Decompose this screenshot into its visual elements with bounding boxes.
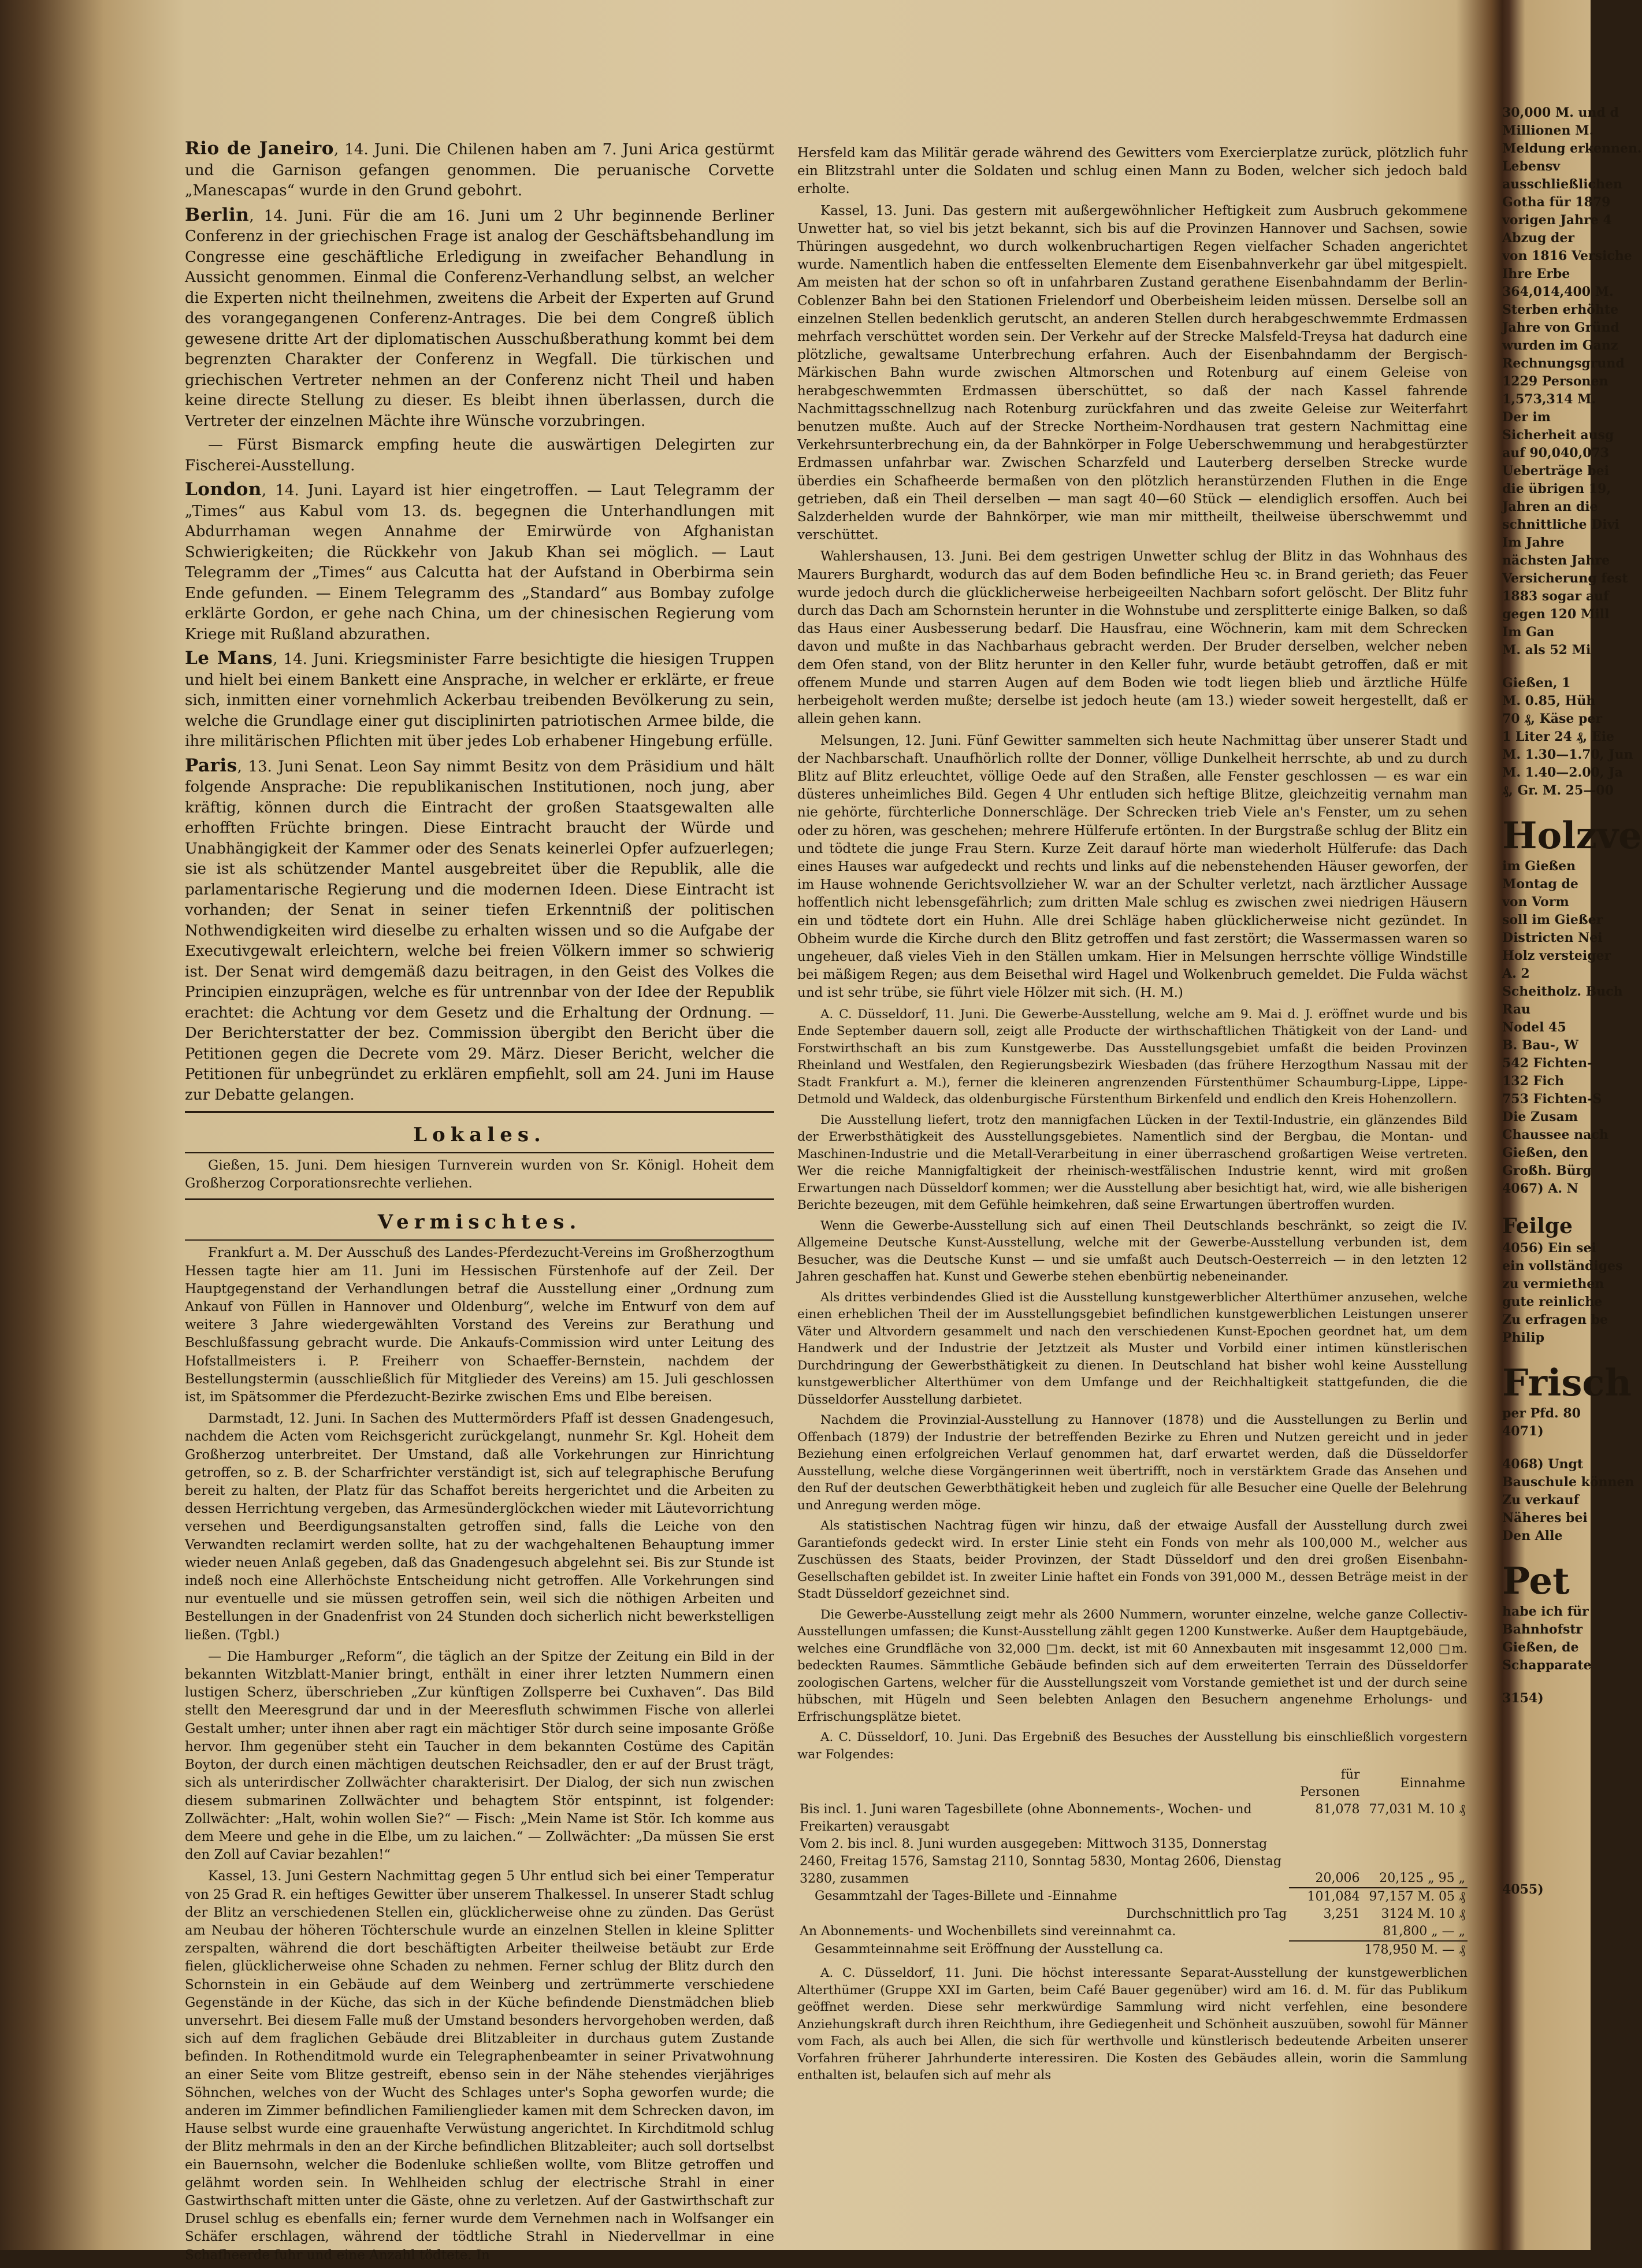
article-london	[185, 480, 774, 645]
ad-frisch	[1502, 1405, 1591, 1441]
next-page-line: ausschließlichen	[1502, 177, 1622, 192]
row-income: 97,157 M. 05 ₰	[1362, 1888, 1468, 1906]
next-page-line: ein vollständiges	[1502, 1259, 1623, 1274]
ad-number: 4055)	[1502, 1882, 1544, 1897]
next-page-line: Sterben erhöhte	[1502, 302, 1619, 317]
next-page-line: Holz versteiger	[1502, 948, 1611, 963]
article-giessen-turnverein: Gießen, 15. Juni. Dem hiesigen Turnverein wurden von Sr. Königl. Hoheit dem Großherzog Corporationsrechte verliehen.	[185, 1158, 774, 1191]
row-persons: 20,006	[1315, 1871, 1360, 1886]
next-page-line: M. 1.40—2.00, Ja	[1502, 765, 1623, 780]
next-page-line: M. 0.85, Hüh	[1502, 693, 1596, 708]
section-divider	[185, 1239, 774, 1241]
article-duesseldorf-para6: Als statistischen Nachtrag fügen wir hinzu, daß der etwaige Ausfall der Ausstellung durch zwei Garantiefonds gedeckt wird. In erster Linie steht ein Fonds von mehr als 100,000 M., welcher aus Zuschüssen des Staats, beider Provinzen, der Stadt Düsseldorf und den drei großen Eisenbahn-Gesellschaften gebildet ist. In zweiter Linie haftet ein Fonds von 391,000 M., dessen Beträge meist in der Stadt Düsseldorf gezeichnet sind.	[797, 1519, 1468, 1602]
row-persons: 81,078	[1315, 1802, 1360, 1817]
next-page-line: M. als 52 Mi	[1502, 643, 1591, 658]
next-page-line: Jahre von Gründ	[1502, 320, 1619, 335]
table-row	[797, 1888, 1468, 1906]
next-page-line: Scheitholz. Buch	[1502, 984, 1623, 999]
article-duesseldorf-para2: Die Ausstellung liefert, trotz den mannigfachen Lücken in der Textil-Industrie, ein glänzendes Bild der Erwerbsthätigkeit des Ausstellungsgebietes. Namentlich sind der Bergbau, die Montan- und Maschinen-Industrie und die Metall-Verarbeitung in einer überraschend großartigen Weise vertreten. Wer die reiche Mannigfaltigkeit der rheinisch-westfälischen Industrie kennt, wird mit großen Erwartungen nach Düsseldorf kommen; wer die Ausstellung aber besichtigt hat, wird, wie alle bisherigen Berichte bezeugen, mit dem Gefühle heimkehren, daß seine Erwartungen übertroffen wurden.	[797, 1112, 1468, 1213]
ad-feilgebot-heading: Feilge	[1502, 1214, 1573, 1238]
next-page-line: per Pfd. 80	[1502, 1406, 1581, 1421]
article-wahlershausen: Wahlershausen, 13. Juni. Bei dem gestrigen Unwetter schlug der Blitz in das Wohnhaus des Maurers Burghardt, wodurch das auf dem Boden befindliche Heu ꝛc. in Brand gerieth; das Feuer wurde jedoch durch die glücklicherweise herbeigeeilten Nachbarn sofort gelöscht. Der Blitz fuhr durch das Dach am Schornstein herunter in die Wohnstube und zersplitterte einige Balken, so daß das Haus einer Ausbesserung bedarf. Die Hausfrau, eine Wöchnerin, kam mit dem Schrecken davon und mußte in das Nachbarhaus gebracht werden. Der Bruder derselben, welcher neben dem Ofen stand, von der Blitz herunter in den Keller fuhr, wurde betäubt getroffen, daß er mit offenem Munde und starren Augen auf dem Boden wie todt liegen blieb und ärztliche Hülfe herbeigeholt werden mußte; derselbe ist jedoch heute (am 13.) wieder soweit hergestellt, daß er allein gehen kann.	[797, 549, 1468, 727]
next-page-line: 4068) Ungt	[1502, 1457, 1584, 1472]
next-page-line: Der im	[1502, 410, 1551, 425]
table-row	[797, 1836, 1468, 1888]
next-page-line: 1229 Personen	[1502, 374, 1608, 389]
next-page-line: Gießen, den	[1502, 1145, 1588, 1160]
article-kassel-unwetter: Kassel, 13. Juni. Das gestern mit außergewöhnlicher Heftigkeit zum Ausbruch gekommene Unwetter hat, so viel bis jetzt bekannt, sich bis auf die Provinzen Hannover und Sachsen, sowie Thüringen ausgedehnt, wo durch wolkenbruchartigen Regen vielfacher Schaden angerichtet wurde. Namentlich haben die entfesselten Elemente dem Eisenbahnverkehr gar übel mitgespielt. Am meisten hat der schon so oft in unfahrbaren Zustand gerathene Eisenbahndamm der Berlin-Coblenzer Bahn bei den Stationen Frielendorf und Oberbeisheim leiden müssen. Derselbe soll an einzelnen Stellen bedenklich gerutscht, an anderen Stellen durch herabgeschwemmte Erdmassen mehrfach verschüttet worden sein. Der Verkehr auf der Strecke Malsfeld-Treysa hat dadurch eine plötzliche, gewaltsame Unterbrechung erfahren. Auch der Eisenbahndamm der Bergisch-Märkischen Bahn wurde zwischen Altmorschen und Rotenburg auf einem Geleise von herabgeschwemmten Erdmassen überschüttet, so daß der nach Kassel fahrende Nachmittagsschnellzug nach Rotenburg zurückfahren und das zweite Geleise zur Weiterfahrt benutzen mußte. Auch auf der Strecke Northeim-Nordhausen trat gestern Nachmittag eine Verkehrsunterbrechung ein, da der Bahnkörper in Folge Ueberschwemmung und herabgestürzter Erdmassen unfahrbar war. Zwischen Scharzfeld und Lauterberg derselben Strecke wurde überdies ein Schafheerde bermaßen von den plötzlich heranstürzenden Fluthen in die Enge getrieben, daß ein Theil derselben — man sagt 40—60 Stück — elendiglich ersoffen. Auch bei Salzderhelden wurde der Bahnkörper, wie man mir mittheilt, theilweise überschwemmt und verschüttet.	[797, 203, 1468, 543]
next-page-line: Großh. Bürg	[1502, 1163, 1592, 1178]
next-page-line: zu vermiethen	[1502, 1276, 1604, 1291]
article-hamburg-reform: — Die Hamburger „Reform“, die täglich an der Spitze der Zeitung ein Bild in der bekannten Witzblatt-Manier bringt, enthält in einer ihrer letzten Nummern einen lustigen Scherz, überschrieben „Zur künftigen Zollsperre bei Cuxhaven“. Das Bild stellt den Meeresgrund dar und in der Meeresfluth schwimmen Fische von allerlei Gestalt umher; unter ihnen aber ragt ein mächtiger Stör durch seine imposante Größe hervor. Ihm gegenüber steht ein Taucher in dem bekannten Costüme des Capitän Boyton, der durch einen mächtigen deutschen Reichsadler, den er auf der Brust trägt, sich als unterirdischer Zollwächter charakterisirt. Der Dialog, der sich nun zwischen diesem submarinen Zollwächter und behagtem Stör entspinnt, ist folgender: Zollwächter: „Halt, wohin wollen Sie?“ — Fisch: „Mein Name ist Stör. Ich komme aus dem Meere und gehe in die Elbe, um zu laichen.“ — Zollwächter: „Da müssen Sie erst den Zoll auf Caviar bezahlen!“	[185, 1649, 774, 1863]
next-page-line: Rau	[1502, 1002, 1531, 1017]
ad-holzversteigerung	[1502, 858, 1623, 1198]
right-column	[797, 144, 1468, 2088]
next-page-line: Millionen M.	[1502, 123, 1594, 138]
dateline-rio: Rio de Janeiro	[185, 138, 334, 159]
next-page-line: 542 Fichten-	[1502, 1056, 1593, 1071]
article-hersfeld: Hersfeld kam das Militär gerade während des Gewitters vom Exercierplatze zurück, plötzlich fuhr ein Blitzstrahl unter die Soldaten und schlug einen Mann zu Boden, welcher sich jedoch bald erholte.	[797, 146, 1468, 197]
row-label: Gesammtzahl der Tages-Billete und -Einnahme	[815, 1889, 1117, 1904]
next-page-line: Näheres bei	[1502, 1510, 1588, 1525]
next-page-line: Districten Nei	[1502, 930, 1603, 945]
next-page-line: Den Alle	[1502, 1528, 1563, 1543]
next-page-line: Schapparate	[1502, 1658, 1592, 1673]
next-page-line: Im Gan	[1502, 625, 1555, 640]
next-page-line: 1,573,314 M.	[1502, 392, 1596, 407]
row-income: 178,950 M. — ₰	[1362, 1941, 1468, 1959]
next-page-line: Gießen, de	[1502, 1640, 1579, 1655]
next-page-line: Chaussee nach	[1502, 1127, 1608, 1142]
dateline-lemans: Le Mans	[185, 648, 273, 669]
dateline-berlin: Berlin	[185, 204, 250, 225]
row-persons: 3,251	[1323, 1907, 1360, 1922]
attendance-table-header	[797, 1766, 1468, 1801]
next-page-line: Abzug der	[1502, 231, 1574, 246]
next-page-line: im Gießen	[1502, 859, 1576, 874]
row-persons: 101,084	[1289, 1888, 1362, 1906]
next-page-line: Zu erfragen be	[1502, 1312, 1608, 1327]
article-duesseldorf-para4: Als drittes verbindendes Glied ist die Ausstellung kunstgewerblicher Alterthümer anzusehen, welche einen erheblichen Theil der im Ausstellungsgebiet befindlichen kunstgewerblichen Leistungen unserer Väter und Altvordern gesammelt und nach den verschiedenen Kunst-Epochen geordnet hat, um dem Handwerk und der Industrie der Jetztzeit als Muster und Vorbild einer intimen künstlerischen Durchdringung der Gewerbsthätigkeit zu dienen. In Deutschland hat bisher wohl keine Ausstellung kunstgewerblicher Alterthümer von dem Umfange und der Reichhaltigkeit stattgefunden, die die Düsseldorfer Ausstellung darbietet.	[797, 1290, 1468, 1407]
next-page-line: gegen 120 Mill	[1502, 607, 1610, 622]
row-income: 3124 M. 10 ₰	[1381, 1907, 1465, 1922]
row-income: 81,800 „ — „	[1383, 1924, 1465, 1939]
ad-pet	[1502, 1603, 1591, 1675]
next-page-line: Montag de	[1502, 877, 1578, 892]
next-page-line: nächsten Jahre	[1502, 553, 1610, 568]
row-income: 77,031 M. 10 ₰	[1369, 1802, 1465, 1817]
row-label: Bis incl. 1. Juni waren Tagesbillete (ohne Abonnements-, Wochen- und Freikarten) verausgabt	[800, 1802, 1252, 1835]
next-page-line: M. 1.30—1.70, Jun	[1502, 747, 1633, 762]
article-duesseldorf-para7: Die Gewerbe-Ausstellung zeigt mehr als 2600 Nummern, worunter einzelne, welche ganze Collectiv-Ausstellungen umfassen; die Kunst-Ausstellung zählt gegen 1200 Kunstwerke. Außer dem Hauptgebäude, welches eine Grundfläche von 32,000 □m. deckt, ist mit 60 Annexbauten mit insgesammt 12,000 □m. bedeckten Raumes. Sämmtliche Gebäude befinden sich auf dem erweiterten Terrain des Düsseldorfer zoologischen Gartens, welcher für die Ausstellungszeit vom Vorstande gemiethet ist und der durch seine hübschen, mit Hügeln und Seen belebten Anlagen den Besuchern angenehme Erholungs- und Erfrischungsplätze bietet.	[797, 1607, 1468, 1724]
section-divider	[185, 1152, 774, 1153]
next-page-line: habe ich für	[1502, 1604, 1589, 1619]
article-berlin-addendum: — Fürst Bismarck empfing heute die auswärtigen Delegirten zur Fischerei-Ausstellung.	[185, 436, 774, 474]
next-page-market-report	[1502, 674, 1633, 800]
article-duesseldorf-para3: Wenn die Gewerbe-Ausstellung sich auf einen Theil Deutschlands beschränkt, so zeigt die IV. Allgemeine Deutsche Kunst-Ausstellung, welche mit der Gewerbe-Ausstellung verbunden ist, dem Besucher, was die Deutsche Kunst — und sie umfaßt auch Deutsch-Oesterreich — in den letzten 12 Jahren geschaffen hat. Kunst und Gewerbe stehen ebenbürtig nebeneinander.	[797, 1218, 1468, 1285]
article-london-text: , 14. Juni. Layard ist hier eingetroffen. — Laut Telegramm der „Times“ aus Kabul vom 13. ds. begegnen die Unterhandlungen mit Abdurrhaman wegen Annahme der Emirwürde von Afghanistan Schwierigkeiten; die Rückkehr von Jakub Khan sei möglich. — Laut Telegramm der „Times“ aus Calcutta hat der Aufstand in Oberbirma sein Ende gefunden. — Einem Telegramm des „Standard“ aus Bombay zufolge erklärte Gordon, er gehe nach China, um der chinesischen Regierung vom Kriege mit Rußland abzurathen.	[185, 482, 774, 643]
left-column	[185, 139, 774, 2268]
next-page-line: A. 2	[1502, 966, 1530, 981]
next-page-line: 4071)	[1502, 1424, 1544, 1439]
next-page-line: Bauschule können	[1502, 1475, 1634, 1490]
next-page-line: Gießen, 1	[1502, 675, 1571, 691]
next-page-line: ₰, Gr. M. 25—00	[1502, 783, 1614, 798]
next-page-line: 4067) A. N	[1502, 1181, 1578, 1196]
next-page-text-lines	[1502, 104, 1642, 659]
row-persons	[1289, 1923, 1362, 1941]
next-page-line: Jahren an die	[1502, 499, 1598, 514]
next-page-line: Im Jahre	[1502, 535, 1565, 550]
ad-small	[1502, 1456, 1634, 1545]
row-label: Gesammteinnahme seit Eröffnung der Ausstellung ca.	[815, 1942, 1164, 1957]
next-page-line: Bahnhofstr	[1502, 1622, 1583, 1637]
next-page-line: Die Zusam	[1502, 1109, 1578, 1124]
dateline-london: London	[185, 479, 262, 500]
row-label: Vom 2. bis incl. 8. Juni wurden ausgegeben: Mittwoch 3135, Donnerstag 2460, Freitag 1576, Samstag 2110, Sonntag 5830, Montag 2606, Dienstag 3280, zusammen	[800, 1837, 1281, 1887]
table-row	[797, 1801, 1468, 1836]
next-page-line: Versicherung fest	[1502, 571, 1628, 586]
article-kassel-gewitter: Kassel, 13. Juni Gestern Nachmittag gegen 5 Uhr entlud sich bei einer Temperatur von 25 Grad R. ein heftiges Gewitter über unserem Thalkessel. In unserer Stadt schlug der Blitz an verschiedenen Stellen ein, glücklicherweise ohne zu zünden. Das Gerüst am Neubau der höheren Töchterschule wurde an einzelnen Stellen in kleine Splitter zerspalten, während die dort beschäftigten Arbeiter theilweise betäubt zur Erde fielen, glücklicherweise ohne Schaden zu nehmen. Ferner schlug der Blitz durch den Schornstein in ein Gebäude auf dem Weinberg und zertrümmerte verschiedene Gegenstände in der Küche, das sich in der Küche befindende Dienstmädchen blieb unversehrt. Bei diesem Falle muß der Umstand besonders hervorgehoben werden, daß sich auf dem fraglichen Gebäude drei Blitzableiter in durchaus gutem Zustande befinden. In Rothenditmold wurde ein Telegraphenbeamter in seiner Privatwohnung an einer Seite vom Blitze gestreift, ebenso sein in der Nähe stehendes vierjähriges Söhnchen, welches von der Wucht des Schlages unter's Sopha geworfen wurde; die anderen im Zimmer befindlichen Familienglieder kamen mit dem Schrecken davon, im Hause selbst wurde eine grauenhafte Verwüstung angerichtet. In Kirchditmold schlug der Blitz mehrmals in den an der Kirche befindlichen Blitzableiter; auch soll dortselbst ein Bauernsohn, welcher die Bodenluke schließen wollte, vom Blitze getroffen und gelähmt worden sein. In Wehlheiden schlug der electrische Strahl in einer Gastwirthschaft mitten unter die Gäste, ohne zu verletzen. Auf der Gastwirthschaft zur Drusel schlug es ebenfalls ein; ferner wurde dem Vernehmen nach in Wolfsanger ein Schäfer erschlagen, während der tödtliche Strahl in Niedervellmar in eine Schafheerde fuhr und eine Anzahl tödtete. In	[185, 1869, 774, 2263]
article-duesseldorf-alterthuemer: A. C. Düsseldorf, 11. Juni. Die höchst interessante Separat-Ausstellung der kunstgewerblichen Alterthümer (Gruppe XXI im Garten, beim Café Bauer gegenüber) wird am 16. d. M. für das Publikum geöffnet werden. Diese sehr merkwürdige Sammlung wird nicht verfehlen, eine besondere Anziehungskraft durch ihren Reichthum, ihre Gediegenheit und Schönheit auszuüben, sowohl für Männer vom Fach, als auch bei Allen, die sich für werthvolle und künstlerisch bedeutende Arbeiten unserer Vorfahren früherer Jahrhunderte interessiren. Die Kosten des Gebäudes allein, worin die Sammlung enthalten ist, belaufen sich auf mehr als	[797, 1966, 1468, 2083]
row-label: An Abonnements- und Wochenbillets sind vereinnahmt ca.	[800, 1924, 1176, 1939]
section-divider	[185, 1198, 774, 1200]
ad-number: 3154)	[1502, 1691, 1544, 1706]
ad-pet-heading: Pet	[1502, 1560, 1570, 1603]
next-page-line: Nodel 45	[1502, 1020, 1566, 1035]
next-page-line: von 1816 Versiche	[1502, 248, 1632, 263]
next-page-line: 70 ₰, Käse per	[1502, 711, 1602, 726]
next-page-line: Philip	[1502, 1330, 1544, 1345]
column-header-persons: für Personen	[1300, 1768, 1360, 1800]
next-page-line: Lebensv	[1502, 159, 1561, 174]
next-page-line: von Vorm	[1502, 894, 1569, 910]
next-page-line: Zu verkauf	[1502, 1493, 1580, 1508]
next-page-line: auf 90,040,073	[1502, 446, 1610, 461]
article-paris-text: , 13. Juni Senat. Leon Say nimmt Besitz von dem Präsidium und hält folgende Ansprache: Die republikanischen Institutionen, noch jung, aber kräftig, können durch die Eintracht der großen Staatsgewalten alle erhofften Früchte bringen. Diese Eintracht braucht der Würde und Unabhängigkeit der Kammer oder des Senats keinerlei Opfer aufzuerlegen; sie ist als schützender Mantel ausgebreitet über die Republik, alle die parlamentarische Regierung und die modernen Ideen. Diese Eintracht ist vorhanden; der Senat in seiner tiefen Erkenntniß der politischen Nothwendigkeiten wird dieselbe zu erhalten wissen und so die Aufgabe der Executivgewalt erleichtern, welche bei freien Völkern immer so schwierig ist. Der Senat wird demgemäß dazu beitragen, in den Geist des Volkes die Principien einzuprägen, welche es für untrennbar von der Idee der Republik erachtet: die Achtung vor dem Gesetz und die Erhaltung der Ordnung. — Der Berichterstatter der bez. Commission übergibt den Bericht über die Petitionen gegen die Decrete vom 29. März. Dieser Bericht, welcher die Petitionen für unbegründet zu erklären empfiehlt, soll am 24. Juni im Hause zur Debatte gelangen.	[185, 758, 774, 1104]
next-page-line: Gotha für 1879	[1502, 195, 1611, 210]
next-page-line: 364,014,400 M.	[1502, 284, 1614, 299]
next-page-line: B. Bau-, W	[1502, 1038, 1578, 1053]
next-page-line: Ueberträge bei	[1502, 463, 1609, 478]
article-lemans-text: , 14. Juni. Kriegsminister Farre besichtigte die hiesigen Truppen und hielt bei einem Bankett eine Ansprache, in welcher er erklärte, er freue sich, inmitten einer vornehmlich Ackerbau treibenden Bevölkerung zu sein, welche die Grundlage einer gut disciplinirten patriotischen Armee bilde, die ihre militärischen Pflichten mit über jedes Lob erhabener Hingebung erfülle.	[185, 651, 774, 750]
article-lemans	[185, 648, 774, 752]
next-page-line: die übrigen 19,	[1502, 481, 1611, 496]
article-rio-text: , 14. Juni. Die Chilenen haben am 7. Juni Arica gestürmt und die Garnison gefangen genommen. Die peruanische Corvette „Manescapas“ wurde in den Grund gebohrt.	[185, 141, 774, 199]
article-frankfurt: Frankfurt a. M. Der Ausschuß des Landes-Pferdezucht-Vereins im Großherzogthum Hessen tagte hier am 11. Juni im Hessischen Fürstenhofe auf der Zeil. Der Hauptgegenstand der Verhandlungen betraf die Ausstellung einer „Ordnung zum Ankauf von Füllen in Hannover und Oldenburg“, welche im Entwurf von dem auf weitere 3 Jahre wiedergewählten Vorstand des Vereins zur Berathung und Beschlußfassung gebracht wurde. Die Ankaufs-Commission wird unter Leitung des Hofstallmeisters i. P. Freiherr von Schaeffer-Bernstein, nachdem der Bestellungstermin (ausschließlich für Mitglieder des Vereins) am 15. Juli geschlossen ist, im Spätsommer die Pferdezucht-Bezirke zwischen Ems und Elbe bereisen.	[185, 1245, 774, 1405]
next-page-line: soll im Gießer	[1502, 912, 1603, 927]
next-page-line: 30,000 M. und d	[1502, 105, 1619, 120]
article-duesseldorf-para5: Nachdem die Provinzial-Ausstellung zu Hannover (1878) und die Ausstellungen zu Berlin und Offenbach (1879) der Industrie der betreffenden Bezirke zu Ehren und Nutzen gereicht und in jeder Beziehung einen erfolgreichen Verlauf genommen hat, darf erwartet werden, daß die Düsseldorfer Ausstellung, welche diese Vorgängerinnen weit übertrifft, noch in verstärktem Grade das Ansehen und den Ruf der deutschen Gewerbthätigkeit heben und zugleich für alle Besucher eine Quelle der Belehrung und Anregung werden möge.	[797, 1413, 1468, 1513]
attendance-table	[797, 1766, 1468, 1959]
row-label: Durchschnittlich pro Tag	[1126, 1907, 1287, 1922]
article-rio	[185, 139, 774, 202]
next-page-line: Sicherheit ausg	[1502, 428, 1614, 443]
article-duesseldorf-ausstellung: A. C. Düsseldorf, 11. Juni. Die Gewerbe-Ausstellung, welche am 9. Mai d. J. eröffnet wurde und bis Ende September dauern soll, zeigt alle Producte der wirthschaftlichen Thätigkeit von der Land- und Forstwirthschaft an bis zum Kunstgewerbe. Das Ausstellungsgebiet umfaßt die beiden Provinzen Rheinland und Westfalen, den Regierungsbezirk Wiesbaden (das frühere Herzogthum Nassau mit der Stadt Frankfurt a. M.), ferner die kleineren angrenzenden Fürstenthümer Schaumburg-Lippe, Lippe-Detmold und Waldeck, das oldenburgische Fürstenthum Birkenfeld und endlich den Kreis Hohenzollern.	[797, 1007, 1468, 1107]
next-page-line: 1883 sogar auf	[1502, 589, 1609, 604]
section-title-vermischtes: Vermischtes.	[377, 1211, 582, 1234]
next-page-line: Rechnungsgrund	[1502, 356, 1625, 371]
table-row	[797, 1941, 1468, 1959]
next-page-line: 4056) Ein sei	[1502, 1241, 1596, 1256]
ad-holzversteigerung-heading: Holzve	[1502, 814, 1642, 858]
dateline-paris: Paris	[185, 755, 237, 776]
next-page-line: 1 Liter 24 ₰, Eie	[1502, 729, 1614, 744]
next-page-line: schnittliche Divi	[1502, 517, 1619, 532]
article-paris	[185, 756, 774, 1106]
ad-frisch-heading: Frisch	[1502, 1361, 1632, 1405]
row-persons	[1289, 1941, 1362, 1959]
article-berlin	[185, 205, 774, 432]
section-title-lokales: Lokales.	[413, 1123, 546, 1146]
article-darmstadt: Darmstadt, 12. Juni. In Sachen des Muttermörders Pfaff ist dessen Gnadengesuch, nachdem die Acten vom Reichsgericht zurückgelangt, nunmehr Sr. Kgl. Hoheit dem Großherzog unterbreitet. Der Umstand, daß alle Vorkehrungen zur Hinrichtung getroffen, so z. B. der Scharfrichter verständigt ist, sich auf telegraphische Berufung bereit zu halten, der Platz für das Schaffot bereits hergerichtet und die Arbeiten zu dessen Herrichtung vergeben, das Armesünderglöckchen wieder mit Läutevorrichtung versehen und Beerdigungsanstalten getroffen sind, falls die Leiche von den Verwandten reclamirt werden sollte, hat zu der wachgehaltenen Behauptung immer wieder neuen Anlaß gegeben, daß das Gnadengesuch abgelehnt sei. Bis zur Stunde ist indeß noch eine Allerhöchste Entscheidung nicht getroffen. Alle Vorkehrungen sind nur eventuelle und sie müssen getroffen sein, weil sich die nöthigen Arbeiten und Bestellungen in der Gnadenfrist von 24 Stunden doch sicherlich nicht bewerkstelligen ließen. (Tgbl.)	[185, 1411, 774, 1643]
next-page-line: gute reinliche	[1502, 1294, 1603, 1309]
next-page-line: Ihre Erbe	[1502, 266, 1570, 281]
next-page-line: 753 Fichten-S	[1502, 1092, 1602, 1107]
table-row	[797, 1923, 1468, 1941]
next-page-fragment	[1502, 104, 1642, 1899]
table-row	[797, 1906, 1468, 1923]
article-duesseldorf-besuch: A. C. Düsseldorf, 10. Juni. Das Ergebniß des Besuches der Ausstellung bis einschließlich vorgestern war Folgendes:	[797, 1730, 1468, 1762]
section-divider	[185, 1111, 774, 1113]
article-berlin-text: , 14. Juni. Für die am 16. Juni um 2 Uhr beginnende Berliner Conferenz in der griechischen Frage ist analog der Geschäftsbehandlung im Congresse eine geschäftliche Erledigung in zweifacher Behandlung in Aussicht genommen. Einmal die Conferenz-Verhandlung selbst, an welcher die Experten nicht theilnehmen, zweitens die Arbeit der Experten auf Grund des vorangegangenen Conferenz-Antrages. Die bei dem Congreß üblich gewesene dritte Art der diplomatischen Ausschußberathung kommt bei dem begrenzten Charakter der Conferenz in Wegfall. Die türkischen und griechischen Vertreter nehmen an der Conferenz nicht Theil und haben keine directe Stellung zu dieser. Es bleibt ihnen überlassen, durch die Vertreter der einzelnen Mächte ihre Wünsche vorzubringen.	[185, 207, 774, 430]
next-page-line: 132 Fich	[1502, 1074, 1564, 1089]
row-income: 20,125 „ 95 „	[1379, 1871, 1465, 1886]
article-melsungen: Melsungen, 12. Juni. Fünf Gewitter sammelten sich heute Nachmittag über unserer Stadt und der Nachbarschaft. Unaufhörlich rollte der Donner, völlige Dunkelheit herrschte, ab und zu durch Blitz auf Blitz erleuchtet, völlige Oede auf den Straßen, alle Fenster geschlossen — es war ein düsteres unheimliches Bild. Gegen 4 Uhr entluden sich heftige Blitze, gleichzeitig vernahm man nie gehörte, fürchterliche Donnerschläge. Der Schrecken trieb Viele an's Fenster, um zu sehen oder zu hören, was geschehen; mehrere Hülferufe ertönten. In der Burgstraße schlug der Blitz ein und tödtete die junge Frau Stern. Kurze Zeit darauf hörte man wiederholt Hülferufe: das Dach eines Hauses war aufgedeckt und rechts und links auf die nebenstehenden Häuser geworfen, der im Hause wohnende Gerichtsvollzieher W. war an der Schulter verletzt, nach ärztlicher Aussage hoffentlich nicht lebensgefährlich; zum dritten Male schlug es zwischen zwei niedrigen Häusern ein und tödtete dort ein Huhn. Alle drei Schläge haben glücklicherweise nicht gezündet. In Obheim wurde die Kirche durch den Blitz getroffen und fast zerstört; die Wassermassen waren so ungeheuer, daß vieles Vieh in den Ställen umkam. Hier in Melsungen herrschte völlige Windstille bei mäßigem Regen; aus dem Beisethal wird Hagel und Wolkenbruch gemeldet. Die Fulda wächst und ist sehr trübe, sie führt viele Hölzer mit sich. (H. M.)	[797, 733, 1468, 1001]
next-page-line: Meldung erkennen.	[1502, 141, 1642, 156]
column-header-income: Einnahme	[1400, 1776, 1465, 1791]
next-page-line: wurden im Ganz	[1502, 338, 1618, 353]
ad-feilgebot	[1502, 1239, 1623, 1347]
next-page-line: vorigen Jahre 4	[1502, 213, 1612, 228]
